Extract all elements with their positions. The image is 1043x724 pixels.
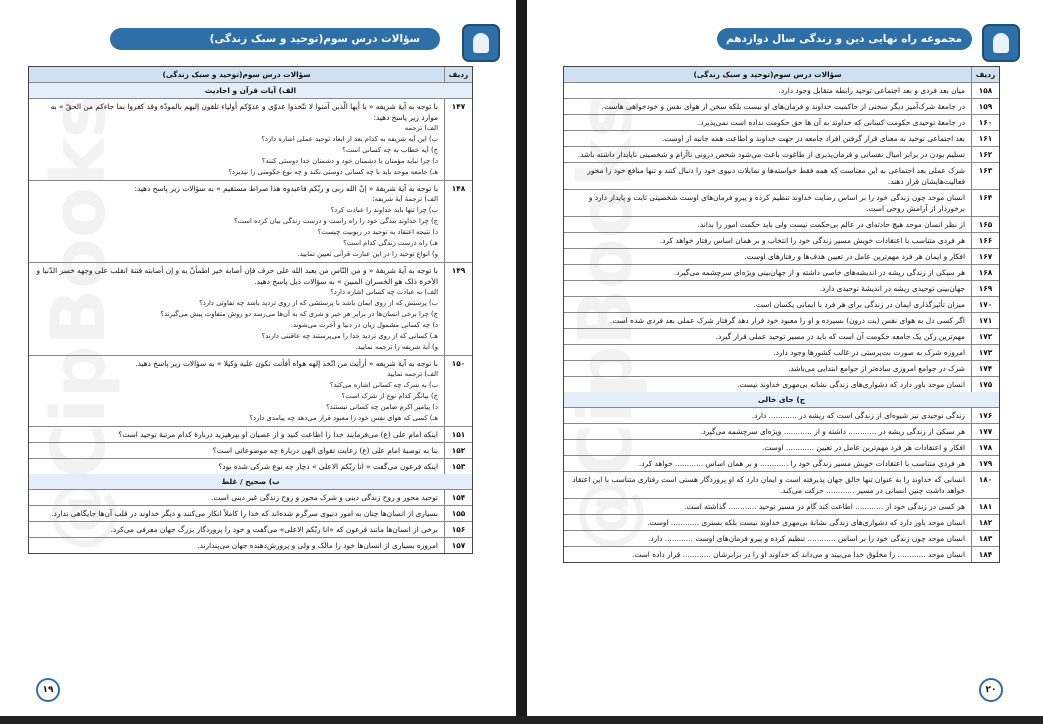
question-number: ۱۷۶: [971, 408, 999, 423]
right-header-title: مجموعه راه نهایی دین و زندگی سال دوازدهم: [726, 33, 962, 45]
question-text: امروزه بسیاری از انسان‌ها خود را مالک و ولی و پرورش‌دهنده جهان می‌پندارند.: [197, 541, 438, 550]
col-header-number: ردیف: [971, 67, 999, 82]
question-number: ۱۷۰: [971, 297, 999, 312]
question-number: ۱۶۴: [971, 190, 999, 216]
question-number: ۱۶۷: [971, 249, 999, 264]
question-text: هر سبکی از زندگی ریشه در ............ داشته و از ............ ویژه‌ای سرچشمه می‌گیرد.: [700, 427, 965, 436]
question-body: [564, 377, 971, 392]
question-text: در جامعهٔ شرک‌آمیز دیگر سخنی از حاکمیت خداوند و فرمان‌های او نیست بلکه سخن از هوای نفس و خودخواهی هاست.: [601, 102, 965, 111]
question-body: [29, 99, 444, 180]
question-body: [29, 181, 444, 262]
question-text: با توجه به آیهٔ شریفهٔ « و من النّاس من یعبد الله علی حرف فإن أصابه خیر اطمأنّ به و إن أصابته فتنة انقلب علی وجهه خسر الدّنیا و الآخرة ذلک هو الخسران المبین » به سؤالات ذیل پاسخ دهید.: [36, 266, 438, 286]
question-row: [564, 345, 999, 361]
question-text: انسان موحد باور دارد که دشواری‌های زندگی نشانهٔ بی‌مهری خداوند نیست بلکه بستری ............ اوست.: [647, 518, 965, 527]
question-text: تسلیم بودن در برابر امیال نفسانی و فرمان‌پذیری از طاغوت باعث می‌شود شخص درونی ناآرام و شخصیتی ناپایدار داشته باشد.: [577, 150, 965, 159]
question-body: [564, 99, 971, 114]
question-row: [564, 131, 999, 147]
question-number: ۱۷۹: [971, 456, 999, 471]
question-body: [564, 281, 971, 296]
book-logo-icon: [982, 24, 1020, 62]
question-text: شرک در جوامع امروزی ساده‌تر از جوامع ابتدایی می‌باشد.: [788, 364, 965, 373]
question-row: [564, 281, 999, 297]
sub-question: د) چرا نباید مؤمنان با دشمنان خود و دشمنان خدا دوستی کنند؟: [261, 157, 438, 165]
table-title: سؤالات درس سوم(توحید و سبک زندگی): [162, 70, 311, 79]
question-number: ۱۵۴: [444, 490, 472, 505]
right-page: [527, 0, 1043, 716]
question-row: [564, 361, 999, 377]
question-row: [564, 531, 999, 547]
question-number: ۱۵۲: [444, 443, 472, 458]
question-body: [564, 547, 971, 562]
question-row: [564, 329, 999, 345]
question-row: [564, 217, 999, 233]
question-number: ۱۸۱: [971, 499, 999, 514]
sub-question: ج) بیانگر کدام نوع از شرک است؟: [341, 392, 438, 400]
section-a-title: الف) آیات قرآن و احادیث: [204, 86, 297, 95]
right-question-table: [563, 66, 1000, 563]
question-row: [564, 265, 999, 281]
sub-question: ب) این آیه شریفه به کدام بعد از ابعاد توحید عملی اشاره دارد؟: [261, 135, 438, 143]
question-text: مهم‌ترین رکن یک جامعه حکومت آن است که باید در مسیر توحید عملی قرار گیرد.: [715, 332, 965, 341]
question-text: انسان موحد ............ را مخلوق خدا می‌بیند و می‌داند که خداوند او را در برابرشان ............ قرار داده است.: [632, 550, 965, 559]
question-number: ۱۶۲: [971, 147, 999, 162]
table-header-row: [564, 67, 999, 83]
sub-question: هـ) کسانی که از روی تردید خدا را می‌پرستند چه عاقبتی دارند؟: [261, 332, 438, 340]
question-text: انسان موحد چون زندگی خود را بر اساس رضایت خداوند تنظیم کرده و پیرو فرمان‌های اوست شخصیتی ثابت و پایدار دارد و برخوردار از آرامش روحی است.: [588, 193, 965, 213]
question-row: [564, 83, 999, 99]
question-row: [564, 147, 999, 163]
left-header: [0, 20, 516, 58]
question-text: هر فردی متناسب با اعتقادات خویش مسیر زندگی خود را ............ و بر همان اساس ............ خواهد کرد.: [638, 459, 965, 468]
question-body: [564, 329, 971, 344]
question-body: [564, 515, 971, 530]
question-text: اینکه فرعون می‌گفت « انا ربّکم الاعلی » دچار چه نوع شرکی شده بود؟: [218, 462, 438, 471]
sub-question: ب) پرستش که از روی ایمان باشد با پرستشی که از روی تردید باشد چه تفاوتی دارد؟: [199, 299, 438, 307]
sub-question: هـ) کسی که هوای نفس خود را معبود قرار می‌دهد چه پیامدی دارد؟: [249, 414, 438, 422]
book-spine: [516, 0, 527, 724]
question-row: [564, 499, 999, 515]
question-number: ۱۴۹: [444, 263, 472, 355]
section-b-title: ب) صحیح / غلط: [221, 477, 280, 486]
page-number-right: ۲۰: [979, 678, 1003, 702]
question-text: انسان موحد باور دارد که دشواری‌های زندگی نشانه بی‌مهری خداوند نیست.: [737, 380, 965, 389]
question-text: از نظر انسان موحد هیچ حادثه‌ای در عالم بی‌حکمت نیست ولی باید حکمت امور را بداند.: [697, 220, 965, 229]
question-row: [564, 313, 999, 329]
question-number: ۱۸۴: [971, 547, 999, 562]
section-header: [29, 474, 472, 490]
watermark-right: @CipBooks: [562, 94, 649, 552]
bottom-edge: [0, 716, 1043, 724]
question-body: [564, 217, 971, 232]
question-row: [564, 472, 999, 499]
question-text: شرک عملی بعد اجتماعی به این معناست که همه فقط خواسته‌ها و تمایلات دنیوی خود را دنبال کنند و تنها منافع خود را محور فعالیت‌هایشان قرار دهند.: [587, 166, 965, 186]
question-text: توحید محور و روح زندگی دینی و شرک محور و روح زندگی غیر دینی است.: [211, 493, 438, 502]
question-body: [29, 263, 444, 355]
question-number: ۱۷۷: [971, 424, 999, 439]
sub-question: و) آیهٔ شریفه را ترجمه نمایید.: [355, 343, 438, 351]
question-text: با توجه به آیهٔ شریفهٔ « إنّ الله ربی و ربّکم فاعبدوه هذا صراط مستقیم » به سؤالات زیر پاسخ دهید:: [134, 184, 438, 193]
question-number: ۱۵۱: [444, 427, 472, 442]
question-number: ۱۵۸: [971, 83, 999, 98]
question-row: [29, 490, 472, 506]
sub-question: و) انواع توحید را در این عبارت قرآنی تعیین نمایید.: [297, 250, 438, 258]
left-page: [0, 0, 516, 716]
question-text: امروزه شرک به صورت بت‌پرستی در غالب کشورها وجود دارد.: [773, 348, 965, 357]
question-number: ۱۶۸: [971, 265, 999, 280]
question-body: [564, 265, 971, 280]
question-row: [29, 538, 472, 553]
question-text: هر فردی متناسب با اعتقادات خویش مسیر زندگی خود را انتخاب و بر همان اساس رفتار خواهد کرد.: [659, 236, 965, 245]
question-number: ۱۶۶: [971, 233, 999, 248]
question-number: ۱۴۸: [444, 181, 472, 262]
question-number: ۱۵۹: [971, 99, 999, 114]
question-body: [564, 345, 971, 360]
page-number-left: ۱۹: [36, 678, 60, 702]
question-number: ۱۶۵: [971, 217, 999, 232]
question-row: [29, 459, 472, 474]
question-body: [564, 249, 971, 264]
question-number: ۱۸۳: [971, 531, 999, 546]
question-body: [29, 522, 444, 537]
sub-question: د) پیامبر اکرم ضامن چه کسانی نیستند؟: [326, 403, 438, 411]
question-body: [564, 83, 971, 98]
question-number: ۱۷۳: [971, 345, 999, 360]
question-number: ۱۵۳: [444, 459, 472, 474]
question-row: [29, 427, 472, 443]
question-body: [29, 459, 444, 474]
question-body: [564, 163, 971, 189]
section-c-title: ج) جای خالی: [757, 395, 806, 404]
book-logo-icon: [462, 24, 500, 62]
table-header-row: [29, 67, 472, 83]
table-title: سؤالات درس سوم(توحید و سبک زندگی): [693, 70, 842, 79]
question-text: میان بعد فردی و بعد اجتماعی توحید رابطه متقابل وجود دارد.: [778, 86, 965, 95]
question-body: [564, 499, 971, 514]
question-body: [564, 456, 971, 471]
question-text: بعد اجتماعی توحید به معنای قرار گرفتن افراد جامعه در جهت خداوند و اطاعت همه جانبه از اوست.: [661, 134, 965, 143]
sub-question: الف) ترجمهٔ آیهٔ شریفه:: [372, 195, 438, 203]
question-number: ۱۶۰: [971, 115, 999, 130]
question-body: [564, 472, 971, 498]
question-body: [564, 408, 971, 423]
question-body: [29, 356, 444, 426]
question-number: ۱۵۷: [444, 538, 472, 553]
question-row: [29, 356, 472, 427]
question-row: [564, 249, 999, 265]
sub-question: هـ) جامعه موحد باید با چه کسانی دوستی نکند و چه نوع حکومتی را نپذیرد؟: [228, 168, 438, 176]
left-header-title: سؤالات درس سوم(توحید و سبک زندگی): [209, 33, 420, 45]
question-body: [564, 190, 971, 216]
col-header-number: ردیف: [444, 67, 472, 82]
right-header: [527, 20, 1043, 58]
question-body: [564, 361, 971, 376]
question-body: [564, 233, 971, 248]
question-body: [564, 424, 971, 439]
question-row: [564, 163, 999, 190]
question-text: افکار و ایمان هر فرد مهم‌ترین عامل در تعیین هدف‌ها و رفتارهای اوست.: [744, 252, 965, 261]
question-row: [564, 297, 999, 313]
question-number: ۱۵۶: [444, 522, 472, 537]
sub-question: د) نتیجه اعتقاد به توحید در ربوبیت چیست؟: [317, 228, 438, 236]
question-text: هر کسی در زندگی خود از ............ اطاعت کند گام در مسیر توحید ............ گذاشته است.: [683, 502, 965, 511]
question-row: [564, 99, 999, 115]
question-text: انسان موحد چون زندگی خود را بر اساس ............ تنظیم کرده و پیرو فرمان‌های اوست ............ دارد.: [647, 534, 965, 543]
question-number: ۱۸۰: [971, 472, 999, 498]
question-body: [29, 443, 444, 458]
question-text: زندگی توحیدی نیز شیوه‌ای از زندگی است که ریشه در ............ دارد.: [751, 411, 965, 420]
question-number: ۱۷۴: [971, 361, 999, 376]
question-number: ۱۷۲: [971, 329, 999, 344]
question-text: افکار و اعتقادات هر فرد مهم‌ترین عامل در تعیین ............ اوست.: [762, 443, 965, 452]
sub-question: ج) چرا برخی انسان‌ها در برابر هر خیر و شری که به آن‌ها می‌رسد دو روش متفاوت پیش می‌گیرند؟: [160, 310, 438, 318]
question-row: [29, 443, 472, 459]
question-text: اینکه امام علی (ع) می‌فرمایند خدا را اطاعت کنید و از عصیان او بپرهیزید دربارهٔ کدام مرتبهٔ توحید است؟: [118, 430, 438, 439]
question-text: انسانی که خداوند را به عنوان تنها خالق جهان پذیرفته است و ایمان دارد که او پروردگار هستی است رفتاری متناسب با این اعتقاد خواهد داشت چنین انسانی در مسیر ............ حرکت می‌کند.: [572, 475, 965, 495]
sub-question: ج) چرا خداوند بندگی خود را راه راست و درست زندگی بیان کرده است؟: [233, 217, 438, 225]
question-text: با توجه به آیهٔ شریفه « أرأیت من اتّخذ إلهه هواه أفأنت تکون علیه وکیلا » به سؤالات زیر پاسخ دهید.: [135, 359, 438, 368]
question-text: بنا به توصیهٔ امام علی (ع) رعایت تقوای الهی دربارهٔ چه موضوعاتی است؟: [212, 446, 438, 455]
question-row: [29, 522, 472, 538]
section-header: [29, 83, 472, 99]
question-number: ۱۷۱: [971, 313, 999, 328]
question-row: [564, 424, 999, 440]
question-body: [564, 115, 971, 130]
question-text: هر سبکی از زندگی ریشه در اندیشه‌های خاصی داشته و از جهان‌بینی ویژه‌ای سرچشمه می‌گیرد.: [673, 268, 965, 277]
question-body: [564, 531, 971, 546]
sub-question: الف) به عبادت چه کسانی اشاره دارد؟: [330, 288, 438, 296]
sub-question: ب) چرا تنها باید خداوند را عبادت کرد؟: [330, 206, 438, 214]
question-row: [564, 547, 999, 562]
section-header: [564, 392, 999, 408]
question-row: [564, 190, 999, 217]
question-number: ۱۶۳: [971, 163, 999, 189]
question-number: ۱۴۷: [444, 99, 472, 180]
question-body: [564, 440, 971, 455]
question-row: [564, 115, 999, 131]
question-text: بسیاری از انسان‌ها چنان به امور دنیوی سرگرم شده‌اند که خدا را کاملاً انکار می‌کنند و دیگر خداوند در قلب آن‌ها جایگاهی ندارد.: [51, 509, 438, 518]
question-body: [564, 131, 971, 146]
question-body: [564, 297, 971, 312]
sub-question: ج) آیه خطاب به چه کسانی است؟: [342, 146, 438, 154]
question-body: [564, 147, 971, 162]
question-body: [29, 490, 444, 505]
question-row: [564, 233, 999, 249]
question-row: [29, 263, 472, 356]
sub-question: الف) ترجمه: [404, 124, 438, 132]
question-row: [564, 456, 999, 472]
sub-question: د) چه کسانی مشمول زیان در دنیا و آخرت می‌شوند.: [290, 321, 438, 329]
left-question-table: [28, 66, 473, 554]
sub-question: ب) به شرک چه کسانی اشاره می‌کند؟: [329, 381, 438, 389]
question-row: [564, 515, 999, 531]
question-number: ۱۷۵: [971, 377, 999, 392]
question-text: جهان‌بینی توحیدی ریشه در اندیشهٔ توحیدی دارد.: [819, 284, 965, 293]
sub-question: هـ) راه درست زندگی کدام است؟: [343, 239, 438, 247]
question-number: ۱۵۵: [444, 506, 472, 521]
question-number: ۱۶۹: [971, 281, 999, 296]
question-text: در جامعهٔ توحیدی حکومت کسانی که خداوند به آن ها حق حکومت نداده است نمی‌پذیرد.: [697, 118, 965, 127]
question-row: [564, 377, 999, 392]
question-row: [564, 408, 999, 424]
question-body: [29, 538, 444, 553]
question-row: [29, 181, 472, 263]
question-text: اگر کسی دل به هوای نفس (بت درون) بسپرده و او را معبود خود قرار دهد گرفتار شرک عملی بعد فردی شده است.: [609, 316, 965, 325]
question-row: [564, 440, 999, 456]
question-row: [29, 99, 472, 181]
question-number: ۱۶۱: [971, 131, 999, 146]
question-text: با توجه به آیهٔ شریفه « یا أیها الّذین آمنوا لا تتّخذوا عدوّی و عدوّکم أولیاء تلقون إلیهم بالمودّة وقد کفروا بما جاءکم من الحقّ » به موارد زیر پاسخ دهید:: [50, 102, 438, 122]
question-number: ۱۸۲: [971, 515, 999, 530]
question-text: برخی از انسان‌ها مانند فرعون که «انا ربّکم الاعلی» می‌گفت و خود را پروردگار بزرگ جهان معرفی می‌کرد.: [110, 525, 438, 534]
question-number: ۱۷۸: [971, 440, 999, 455]
sub-question: الف) ترجمه نمایید: [387, 370, 438, 378]
question-body: [29, 427, 444, 442]
question-row: [29, 506, 472, 522]
watermark-left: @CipBooks: [35, 94, 122, 552]
question-body: [564, 313, 971, 328]
question-body: [29, 506, 444, 521]
question-text: میزان تأثیرگذاری ایمان در زندگی برای هر فرد با ایمانی یکسان است.: [753, 300, 965, 309]
question-number: ۱۵۰: [444, 356, 472, 426]
